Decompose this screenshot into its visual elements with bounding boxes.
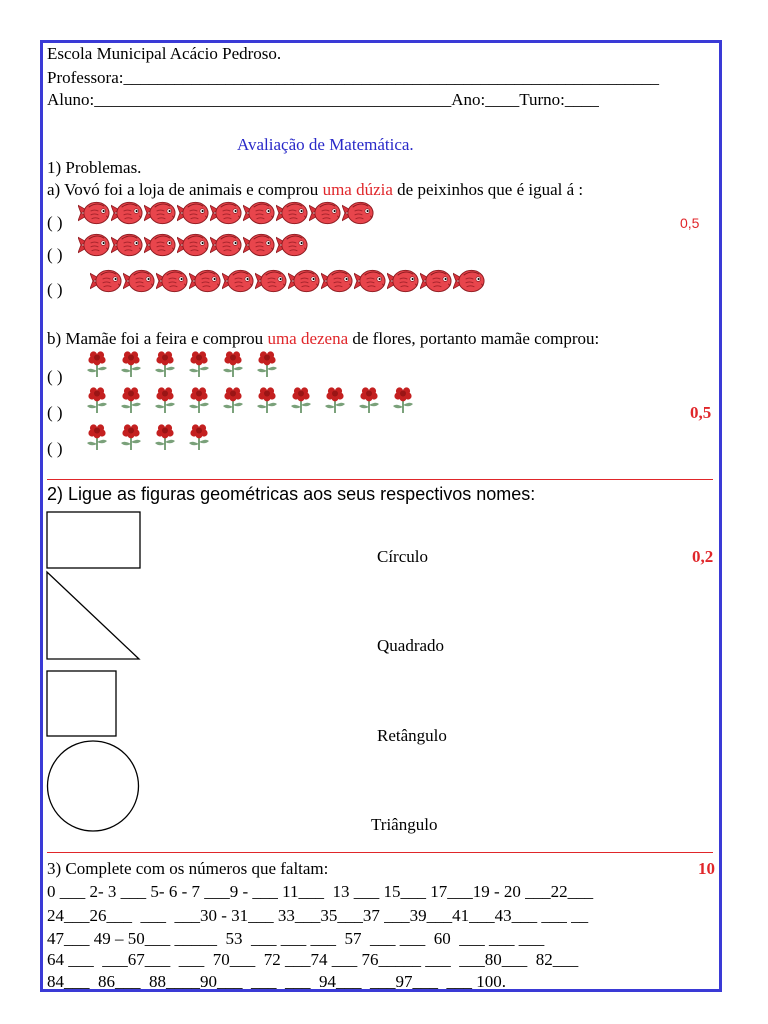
q1b-prefix: b) Mamãe foi a feira e comprou — [47, 329, 268, 348]
q1a-option-3-fish — [90, 266, 486, 296]
q3-heading: 3) Complete com os números que faltam: — [47, 859, 329, 878]
fish-icon — [387, 266, 420, 296]
fish-icon — [210, 198, 243, 228]
q1a-option-mark-1: ( ) — [47, 213, 63, 232]
q1a-option-1-fish — [78, 198, 375, 228]
fish-icon — [123, 266, 156, 296]
number-sequence-line-2: 24___26___ ___ ___30 - 31___ 33___35___37 ___39___41___43___ ___ __ — [47, 906, 589, 925]
fish-icon — [342, 198, 375, 228]
flower-icon — [388, 385, 418, 415]
shape-name-rectangle: Retângulo — [377, 726, 447, 745]
flower-icon — [184, 422, 214, 452]
fish-icon — [111, 230, 144, 260]
fish-icon — [144, 198, 177, 228]
q1a-option-2-fish — [78, 230, 309, 260]
flower-icon — [116, 385, 146, 415]
fish-icon — [222, 266, 255, 296]
q1b-option-mark-1: ( ) — [47, 367, 63, 386]
flower-icon — [184, 349, 214, 379]
fish-icon — [321, 266, 354, 296]
fish-icon — [276, 198, 309, 228]
flower-icon — [252, 349, 282, 379]
q3-points: 10 — [698, 859, 715, 878]
q1b-option-mark-2: ( ) — [47, 403, 63, 422]
q1a-text — [47, 180, 583, 200]
fish-icon — [177, 198, 210, 228]
fish-icon — [111, 198, 144, 228]
q1b-text — [47, 329, 599, 349]
square-shape — [46, 670, 118, 738]
fish-icon — [354, 266, 387, 296]
number-sequence-line-3: 47___ 49 – 50___ _____ 53 ___ ___ ___ 57 ___ ___ 60 ___ ___ ___ — [47, 929, 545, 948]
fish-icon — [210, 230, 243, 260]
flower-icon — [252, 385, 282, 415]
flower-icon — [184, 385, 214, 415]
fish-icon — [243, 198, 276, 228]
circle-shape — [46, 740, 142, 834]
q1a-points: 0,5 — [680, 215, 700, 231]
q1b-highlight: uma dezena — [267, 329, 349, 348]
teacher-field: Professora:_______________________________________________________________ — [47, 68, 659, 87]
shape-name-triangle: Triângulo — [371, 815, 438, 834]
q1a-prefix: a) Vovó foi a loja de animais e comprou — [47, 180, 323, 199]
q1b-points: 0,5 — [690, 403, 712, 422]
fish-icon — [255, 266, 288, 296]
fish-icon — [144, 230, 177, 260]
shape-name-circle: Círculo — [377, 547, 428, 566]
fish-icon — [156, 266, 189, 296]
number-sequence-line-4: 64 ___ ___67___ ___ 70___ 72 ___74 ___ 76_____ ___ ___80___ 82___ — [47, 950, 579, 969]
q1-heading: 1) Problemas. — [47, 158, 142, 177]
flower-icon — [286, 385, 316, 415]
flower-icon — [320, 385, 350, 415]
fish-icon — [78, 230, 111, 260]
rectangle-shape — [46, 511, 142, 571]
school-name: Escola Municipal Acácio Pedroso. — [47, 44, 282, 63]
separator-line — [47, 479, 713, 480]
fish-icon — [177, 230, 210, 260]
flower-icon — [82, 422, 112, 452]
fish-icon — [276, 230, 309, 260]
flower-icon — [116, 422, 146, 452]
fish-icon — [288, 266, 321, 296]
q2-heading: 2) Ligue as figuras geométricas aos seus respectivos nomes: — [47, 484, 536, 504]
flower-icon — [82, 385, 112, 415]
q1b-option-3-flowers — [82, 422, 218, 452]
flower-icon — [82, 349, 112, 379]
flower-icon — [116, 349, 146, 379]
q1a-suffix: de peixinhos que é igual á : — [392, 180, 584, 199]
q1b-option-2-flowers — [82, 385, 422, 415]
q1a-option-mark-2: ( ) — [47, 245, 63, 264]
q1a-highlight: uma dúzia — [322, 180, 393, 199]
fish-icon — [309, 198, 342, 228]
flower-icon — [150, 349, 180, 379]
flower-icon — [354, 385, 384, 415]
fish-icon — [453, 266, 486, 296]
fish-icon — [243, 230, 276, 260]
q1b-option-mark-3: ( ) — [47, 439, 63, 458]
number-sequence-line-5: 84___ 86___ 88____90___ ___ ___ 94___ ___97___ ___ 100. — [47, 972, 506, 991]
fish-icon — [78, 198, 111, 228]
flower-icon — [218, 385, 248, 415]
flower-icon — [218, 349, 248, 379]
fish-icon — [189, 266, 222, 296]
page-title: Avaliação de Matemática. — [237, 135, 414, 154]
q1b-option-1-flowers — [82, 349, 286, 379]
q1b-suffix: de flores, portanto mamãe comprou: — [348, 329, 600, 348]
q2-points: 0,2 — [692, 547, 714, 566]
triangle-shape — [46, 570, 142, 662]
separator-line-2 — [47, 852, 713, 853]
flower-icon — [150, 422, 180, 452]
shape-name-square: Quadrado — [377, 636, 445, 655]
fish-icon — [420, 266, 453, 296]
number-sequence-line-1: 0 ___ 2- 3 ___ 5- 6 - 7 ___9 - ___ 11___ 13 ___ 15___ 17___19 - 20 ___22___ — [47, 882, 594, 901]
student-field: Aluno:__________________________________________Ano:____Turno:____ — [47, 90, 599, 109]
fish-icon — [90, 266, 123, 296]
flower-icon — [150, 385, 180, 415]
q1a-option-mark-3: ( ) — [47, 280, 63, 299]
